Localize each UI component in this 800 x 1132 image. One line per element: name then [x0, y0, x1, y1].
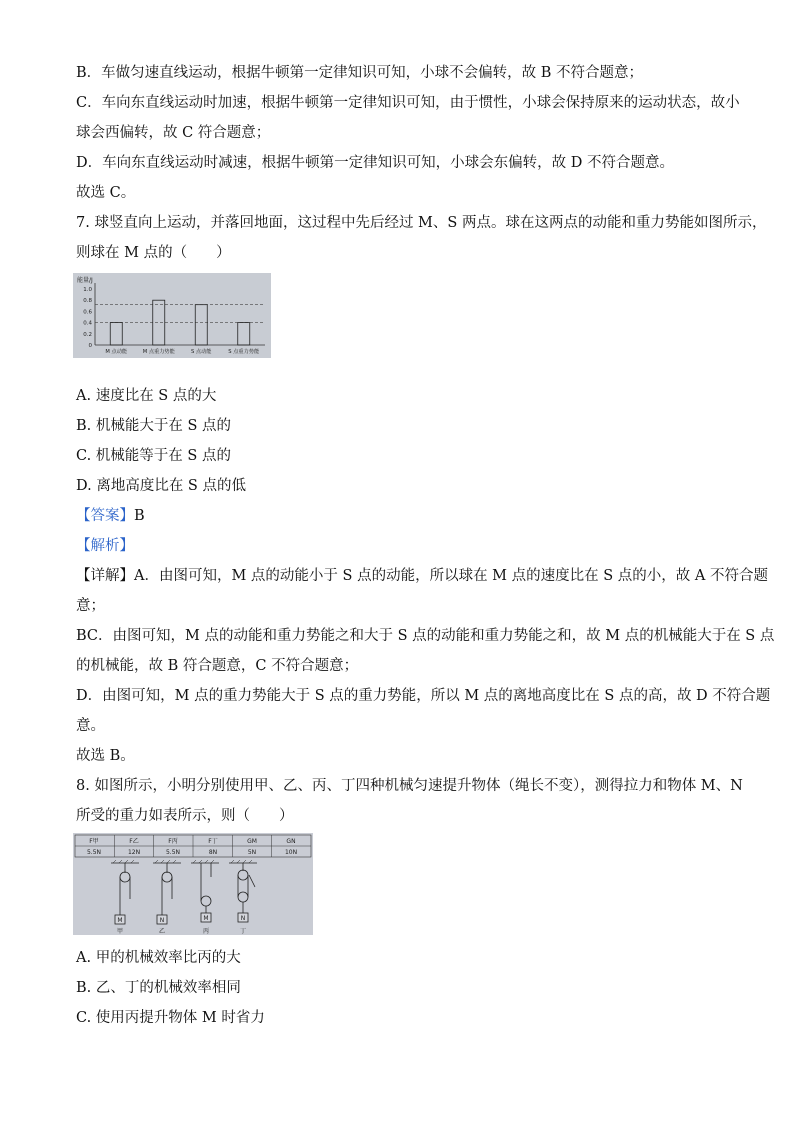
item-label-1: 甲	[116, 928, 124, 935]
y-tick-label: 0	[88, 343, 92, 349]
item-label-3: 丙	[202, 928, 210, 935]
table-value-4: 8N	[208, 849, 218, 856]
y-axis-label: 能量/J	[77, 277, 93, 284]
table-header-6: GN	[286, 838, 296, 845]
explain-line-4: 的机械能，故 B 符合题意，C 不符合题意；	[76, 658, 359, 674]
x-tick-label: M 点动能	[105, 349, 128, 355]
text-line-d: D．车向东直线运动时减速，根据牛顿第一定律知识可知，小球会东偏转，故 D 不符合题意。	[76, 155, 674, 171]
table-header-4: F丁	[208, 838, 218, 845]
energy-chart-svg	[73, 273, 271, 358]
item-label-2: 乙	[158, 928, 166, 935]
table-value-1: 5.5N	[86, 849, 102, 856]
explain-line-3: BC．由图可知，M 点的动能和重力势能之和大于 S 点的动能和重力势能之和，故 M 点的机械能大于在 S 点	[76, 628, 775, 644]
table-value-6: 10N	[284, 849, 298, 856]
table-header-1: F甲	[89, 838, 99, 845]
question-7-stem: 7. 球竖直向上运动，并落回地面，这过程中先后经过 M、S 两点。球在这两点的动能和重力势能如图所示，	[76, 215, 767, 231]
answer-line	[76, 506, 145, 526]
table-header-2: F乙	[129, 838, 139, 845]
text-line-b: B．车做匀速直线运动，根据牛顿第一定律知识可知，小球不会偏转，故 B 不符合题意；	[76, 65, 644, 81]
table-value-2: 12N	[127, 849, 141, 856]
weight-label-1: M	[117, 917, 123, 924]
y-tick-label: 0.8	[83, 298, 92, 305]
y-tick-label: 1.0	[83, 287, 92, 293]
text-line-c: C．车向东直线运动时加速，根据牛顿第一定律知识可知，由于惯性，小球会保持原来的运动状态，故小	[76, 95, 740, 111]
pulley-svg	[73, 833, 313, 935]
option-a: A. 速度比在 S 点的大	[76, 388, 217, 404]
question-8-stem: 8. 如图所示，小明分别使用甲、乙、丙、丁四种机械匀速提升物体（绳长不变），测得拉力和物体 M、N	[76, 778, 743, 794]
y-tick-label: 0.6	[83, 309, 92, 316]
table-value-5: 5N	[247, 849, 257, 856]
option-d: D. 离地高度比在 S 点的低	[76, 478, 246, 494]
energy-bar	[195, 305, 207, 345]
x-tick-label: M 点重力势能	[142, 349, 175, 355]
option-c: C. 机械能等于在 S 点的	[76, 448, 231, 464]
energy-bar	[110, 323, 122, 345]
answer-value: B	[134, 508, 145, 524]
table-header-5: GM	[247, 838, 257, 845]
pulley-figure	[73, 833, 313, 935]
table-header-3: F丙	[168, 838, 178, 845]
energy-bar-chart	[73, 273, 271, 358]
q8-option-a: A. 甲的机械效率比丙的大	[76, 950, 241, 966]
answer-label: 【答案】	[76, 508, 134, 524]
weight-label-2: N	[159, 917, 165, 924]
text-line-c-cont: 球会西偏转，故 C 符合题意；	[76, 125, 271, 141]
question-7-stem-cont: 则球在 M 点的（ ）	[76, 245, 231, 261]
y-tick-label: 0.2	[83, 331, 92, 338]
explain-line-1: 【详解】A．由图可知，M 点的动能小于 S 点的动能，所以球在 M 点的速度比在 S 点的小，故 A 不符合题	[76, 568, 768, 584]
item-label-4: 丁	[239, 928, 247, 935]
explain-line-5: D．由图可知，M 点的重力势能大于 S 点的重力势能，所以 M 点的离地高度比在 S 点的高，故 D 不符合题	[76, 688, 771, 704]
explain-line-6: 意。	[76, 718, 105, 734]
x-tick-label: S 点重力势能	[228, 349, 260, 355]
q8-option-c: C. 使用丙提升物体 M 时省力	[76, 1010, 265, 1026]
explain-line-7: 故选 B。	[76, 748, 135, 764]
question-8-stem-cont: 所受的重力如表所示，则（ ）	[76, 808, 294, 824]
analysis-label: 【解析】	[76, 538, 134, 554]
explain-line-2: 意；	[76, 598, 105, 614]
text-line-choose: 故选 C。	[76, 185, 136, 201]
x-tick-label: S 点动能	[190, 349, 212, 355]
y-tick-label: 0.4	[83, 320, 92, 327]
energy-bar	[238, 323, 250, 345]
weight-label-3: M	[203, 915, 209, 922]
q8-option-b: B. 乙、丁的机械效率相同	[76, 980, 241, 996]
option-b: B. 机械能大于在 S 点的	[76, 418, 232, 434]
weight-label-4: N	[240, 915, 246, 922]
table-value-3: 5.5N	[165, 849, 181, 856]
